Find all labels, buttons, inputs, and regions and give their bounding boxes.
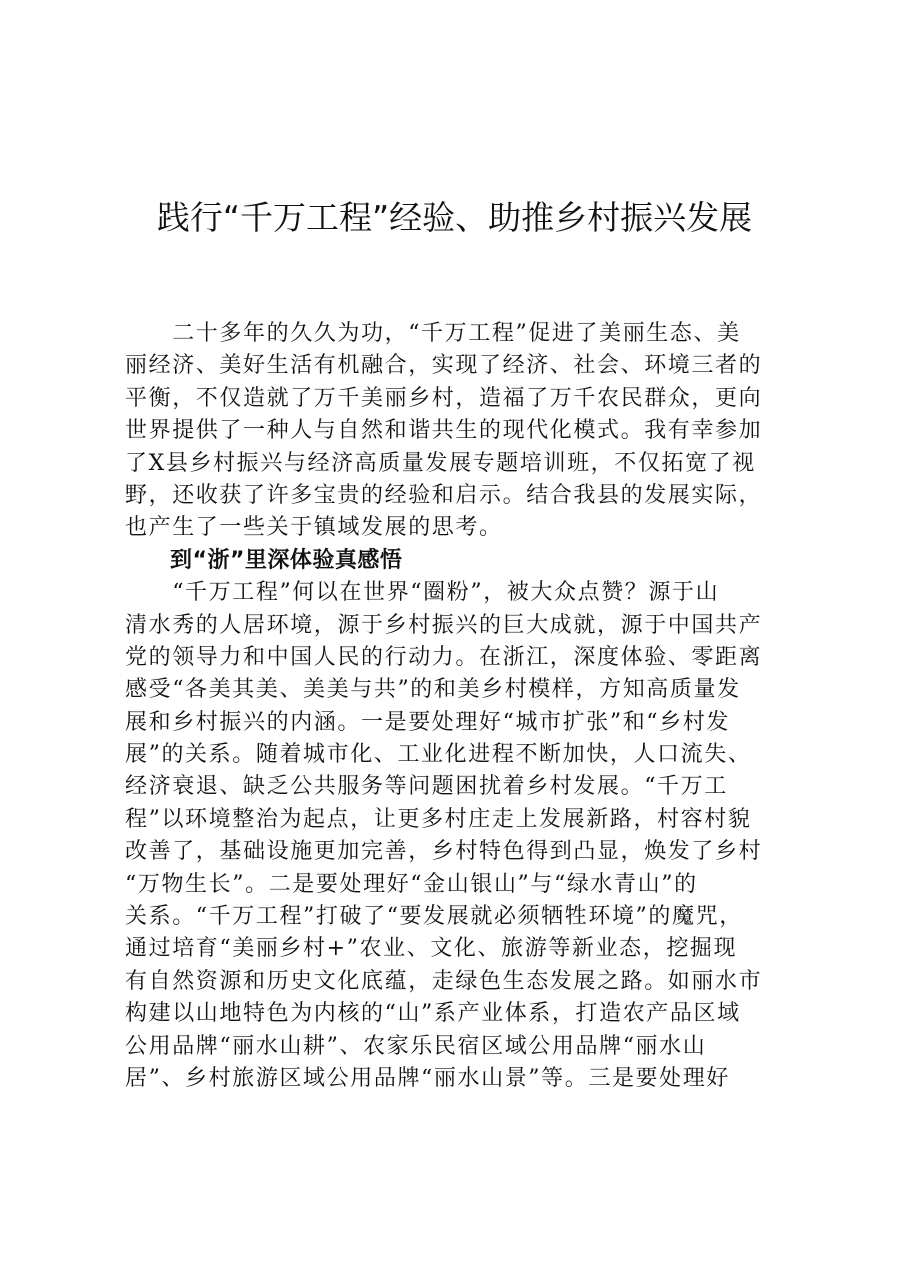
paragraph-line: 展和乡村振兴的内涵。一是要处理好“城市扩张”和“乡村发 bbox=[125, 709, 730, 735]
paragraph-line: 清水秀的人居环境，源于乡村振兴的巨大成就，源于中国共产 bbox=[125, 612, 763, 638]
paragraph-line: 关系。“千万工程”打破了“要发展就必须牺牲环境”的魔咒， bbox=[125, 904, 743, 930]
paragraph-line: “千万工程”何以在世界“圈粉”，被大众点赞？源于山 bbox=[125, 580, 720, 606]
paragraph-line: “万物生长”。二是要处理好“金山银山”与“绿水青山”的 bbox=[125, 871, 698, 897]
paragraph-line: 居”、乡村旅游区域公用品牌“丽水山景”等。三是要处理好 bbox=[125, 1065, 730, 1091]
paragraph-line: 构建以山地特色为内核的“山”系产业体系，打造农产品区域 bbox=[125, 1001, 741, 1027]
paragraph-line: 经济衰退、缺乏公共服务等问题困扰着乡村发展。“千万工 bbox=[125, 774, 728, 800]
paragraph-line: 感受“各美其美、美美与共”的和美乡村模样，方知高质量发 bbox=[125, 677, 741, 703]
paragraph-line: 有自然资源和历史文化底蕴，走绿色生态发展之路。如丽水市 bbox=[125, 968, 763, 994]
paragraph-line: 了X县乡村振兴与经济高质量发展专题培训班，不仅拓宽了视 bbox=[125, 450, 756, 476]
paragraph-line: 展”的关系。随着城市化、工业化进程不断加快，人口流失、 bbox=[125, 742, 752, 768]
paragraph-line: 野，还收获了许多宝贵的经验和启示。结合我县的发展实际， bbox=[125, 482, 763, 508]
paragraph-line: 党的领导力和中国人民的行动力。在浙江，深度体验、零距离 bbox=[125, 644, 763, 670]
paragraph-line: 二十多年的久久为功，“千万工程”促进了美丽生态、美 bbox=[125, 321, 741, 346]
document-title: 践行“千万工程”经验、助推乡村振兴发展 bbox=[156, 198, 753, 237]
paragraph-line: 改善了，基础设施更加完善，乡村特色得到凸显，焕发了乡村 bbox=[125, 839, 763, 865]
document-body bbox=[125, 318, 797, 1095]
paragraph-line: 丽经济、美好生活有机融合，实现了经济、社会、环境三者的 bbox=[125, 353, 763, 379]
paragraph-line: 通过培育“美丽乡村+”农业、文化、旅游等新业态，挖掘现 bbox=[125, 936, 738, 962]
paragraph-line: 公用品牌“丽水山耕”、农家乐民宿区域公用品牌“丽水山 bbox=[125, 1033, 707, 1059]
paragraph-line: 程”以环境整治为起点，让更多村庄走上发展新路，村容村貌 bbox=[125, 806, 752, 832]
paragraph-line: 也产生了一些关于镇域发展的思考。 bbox=[125, 515, 503, 541]
paragraph-line: 世界提供了一种人与自然和谐共生的现代化模式。我有幸参加 bbox=[125, 418, 763, 444]
section-heading: 到“浙”里深体验真感悟 bbox=[125, 547, 403, 573]
paragraph-line: 平衡，不仅造就了万千美丽乡村，造福了万千农民群众，更向 bbox=[125, 385, 763, 411]
